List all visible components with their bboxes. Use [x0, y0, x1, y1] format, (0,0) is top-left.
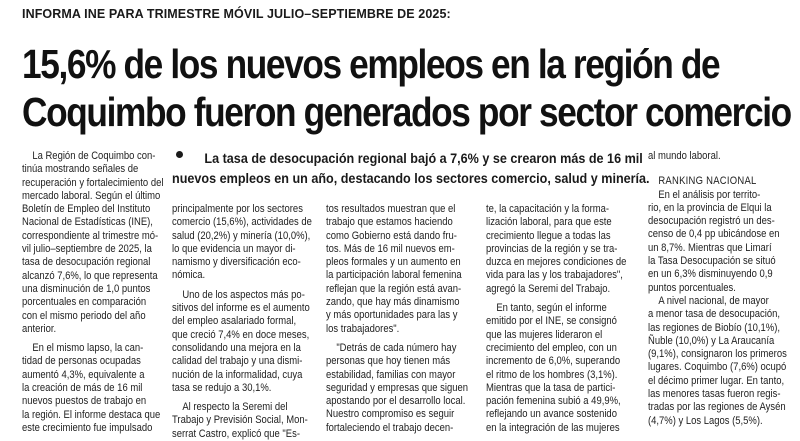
- body-text-line: Al respecto la Seremi del: [182, 401, 288, 414]
- body-text-line: nuevos puestos de trabajo en: [22, 395, 147, 408]
- body-text-line: Boletín de Empleo del Instituto: [22, 203, 151, 216]
- headline-line: Coquimbo fueron generados por sector comercio: [22, 89, 791, 135]
- body-text-line: y más oportunidades para las y: [326, 309, 458, 322]
- body-text-line: namismo y diversificación eco-: [172, 256, 301, 269]
- body-text-line: lización laboral, para que este: [486, 216, 612, 229]
- body-text-line: pación femenina subió a 49,9%,: [486, 395, 621, 408]
- body-text-line: al mundo laboral.: [648, 150, 721, 162]
- body-text-line: con el mismo periodo del año: [22, 309, 146, 322]
- headline-line: 15,6% de los nuevos empleos en la región de: [22, 41, 720, 87]
- body-text-line: las regiones de Biobío (10,1%),: [648, 321, 780, 334]
- body-text-line: Nacional de Estadísticas (INE),: [22, 216, 153, 229]
- body-text-line: agregó la Seremi del Trabajo.: [486, 282, 611, 295]
- body-text-line: (4,7%) y Los Lagos (5,5%).: [648, 414, 763, 427]
- body-text-line: crecimiento del empleo, con un: [486, 341, 617, 354]
- body-column-4: [486, 203, 638, 435]
- body-text-line: en un 6,3% disminuyendo 0,9: [648, 268, 773, 281]
- body-text-line: provincias de la región y se tra-: [486, 242, 618, 255]
- section-subheading: RANKING NACIONAL: [658, 175, 757, 188]
- body-text-line: seguridad y empresas que siguen: [326, 381, 468, 394]
- body-text-line: Nuestro compromiso es seguir: [326, 408, 455, 421]
- article-headline: [22, 40, 791, 136]
- body-text-line: porcentuales en comparación: [22, 296, 147, 309]
- body-text-line: mercado laboral. Según el último: [22, 189, 161, 202]
- body-text-line: lugares. Coquimbo (7,6%) ocupó: [648, 361, 787, 374]
- body-text-line: En el mismo lapso, la can-: [32, 342, 144, 355]
- body-text-line: una disminución de 1,0 puntos: [22, 282, 151, 295]
- body-text-line: zando, que hay más dinamismo: [326, 296, 460, 309]
- body-text-line: duzca en mejores condiciones de: [486, 256, 627, 269]
- body-text-line: La Región de Coquimbo con-: [32, 150, 156, 162]
- article-lead: [172, 148, 650, 188]
- body-text-line: trabajo que estamos haciendo: [326, 216, 453, 229]
- body-text-line: tidad de personas ocupadas: [22, 355, 141, 368]
- body-text-line: emitido por el INE, se consignó: [486, 315, 617, 328]
- lead-line: nuevos empleos en un año, destacando los sectores comercio, salud y minería.: [172, 170, 650, 186]
- body-text-line: comercio (15,6%), actividades de: [172, 216, 312, 229]
- body-text-line: serrat Castro, explicó que "Es-: [172, 427, 300, 440]
- body-text-line: anterior.: [22, 322, 57, 335]
- body-text-line: incremento de 6,0%, superando: [486, 355, 621, 368]
- lead-line: La tasa de desocupación regional bajó a 7,6% y se crearon más de 16 mil: [204, 150, 643, 166]
- body-text-line: del empleo asalariado formal,: [172, 315, 297, 328]
- body-text-line: como Gobierno está dando fru-: [326, 229, 457, 242]
- body-text-line: En tanto, según el informe: [496, 302, 607, 315]
- body-text-line: En el análisis por territo-: [658, 188, 761, 201]
- body-text-line: A nivel nacional, de mayor: [658, 294, 769, 307]
- body-text-line: Ñuble (10,0%) y La Araucanía: [648, 334, 775, 347]
- body-text-line: alcanzó 7,6%, lo que representa: [22, 269, 158, 282]
- body-text-line: tos. Más de 16 mil nuevos em-: [326, 242, 455, 255]
- body-text-line: tasa de desocupación regional: [22, 256, 151, 269]
- body-text-line: un 8,7%. Mientras que Limarí: [648, 241, 772, 254]
- body-text-line: lo que evidencia un mayor di-: [172, 242, 296, 255]
- body-text-line: este crecimiento fue impulsado: [22, 421, 153, 434]
- article-kicker: INFORMA INE PARA TRIMESTRE MÓVIL JULIO–SEPTIEMBRE DE 2025:: [22, 7, 451, 21]
- body-text-line: Mientras que la tasa de partici-: [486, 381, 616, 394]
- body-text-line: calidad del trabajo y una dismi-: [172, 355, 303, 368]
- body-text-line: censo de 0,4 pp ubicándose en: [648, 228, 780, 241]
- body-text-line: tos resultados muestran que el: [326, 203, 456, 215]
- body-text-line: nución de la informalidad, cuya: [172, 368, 303, 381]
- body-text-line: desocupación registró un des-: [648, 215, 775, 228]
- body-text-line: consolidando una mejora en la: [172, 341, 301, 354]
- body-text-line: las menores tasas fueron regis-: [648, 388, 781, 401]
- body-text-line: estabilidad, familias con mayor: [326, 368, 456, 381]
- body-text-line: fortaleciendo el trabajo decen-: [326, 421, 454, 434]
- body-text-line: "Detrás de cada número hay: [336, 341, 457, 354]
- body-text-line: correspondiente al trimestre mó-: [22, 229, 159, 242]
- body-text-line: vil julio–septiembre de 2025, la: [22, 243, 152, 256]
- body-text-line: (9,1%), consignaron los primeros: [648, 348, 787, 361]
- body-text-line: crecimiento llegue a todas las: [486, 229, 611, 242]
- body-text-line: a menor tasa de desocupación,: [648, 308, 781, 321]
- body-text-line: que creció 7,4% en doce meses,: [172, 328, 310, 341]
- body-text-line: tradas por las regiones de Aysén: [648, 401, 786, 414]
- body-text-line: te, la capacitación y la forma-: [486, 203, 610, 215]
- body-text-line: tinúa mostrando señales de: [22, 163, 139, 176]
- body-text-line: recuperación y fortalecimiento del: [22, 176, 164, 189]
- body-column-3: [326, 203, 478, 435]
- body-text-line: puntos porcentuales.: [648, 281, 736, 294]
- body-column-1: [22, 150, 164, 435]
- body-text-line: rio, en la provincia de Elqui la: [648, 201, 772, 214]
- body-text-line: en la integración de las mujeres: [486, 421, 620, 434]
- body-text-line: salud (20,2%) y minería (10,0%),: [172, 229, 311, 242]
- body-column-2: [172, 203, 318, 441]
- body-text-line: Trabajo y Previsión Social, Mon-: [172, 414, 308, 427]
- body-text-line: la participación laboral femenina: [326, 269, 462, 282]
- body-text-line: principalmente por los sectores: [172, 203, 303, 215]
- body-text-line: Uno de los aspectos más po-: [182, 288, 305, 301]
- body-text-line: tasa se redujo a 30,1%.: [172, 381, 272, 394]
- body-text-line: pleos formales y un aumento en: [326, 256, 461, 269]
- body-text-line: aumentó 4,3%, equivalente a: [22, 368, 145, 381]
- body-text-line: nómica.: [172, 269, 206, 282]
- body-text-line: vida para las y los trabajadores",: [486, 269, 623, 282]
- body-text-line: la creación de más de 16 mil: [22, 382, 143, 395]
- body-text-line: reflejan que la región está avan-: [326, 282, 462, 295]
- body-text-line: los trabajadores".: [326, 322, 400, 335]
- body-text-line: el décimo primer lugar. En tanto,: [648, 374, 785, 387]
- body-text-line: la Tasa Desocupación se situó: [648, 255, 776, 268]
- body-text-line: personas que hoy tienen más: [326, 355, 451, 368]
- body-text-line: la región. El informe destaca que: [22, 408, 161, 421]
- body-text-line: el ritmo de los hombres (3,1%).: [486, 368, 618, 381]
- body-column-5: [648, 150, 790, 428]
- body-text-line: que las mujeres lideraron el: [486, 328, 603, 341]
- body-text-line: reflejando un avance sostenido: [486, 408, 617, 421]
- body-text-line: apostando por el desarrollo local.: [326, 395, 466, 408]
- body-text-line: sitivos del informe es el aumento: [172, 302, 310, 315]
